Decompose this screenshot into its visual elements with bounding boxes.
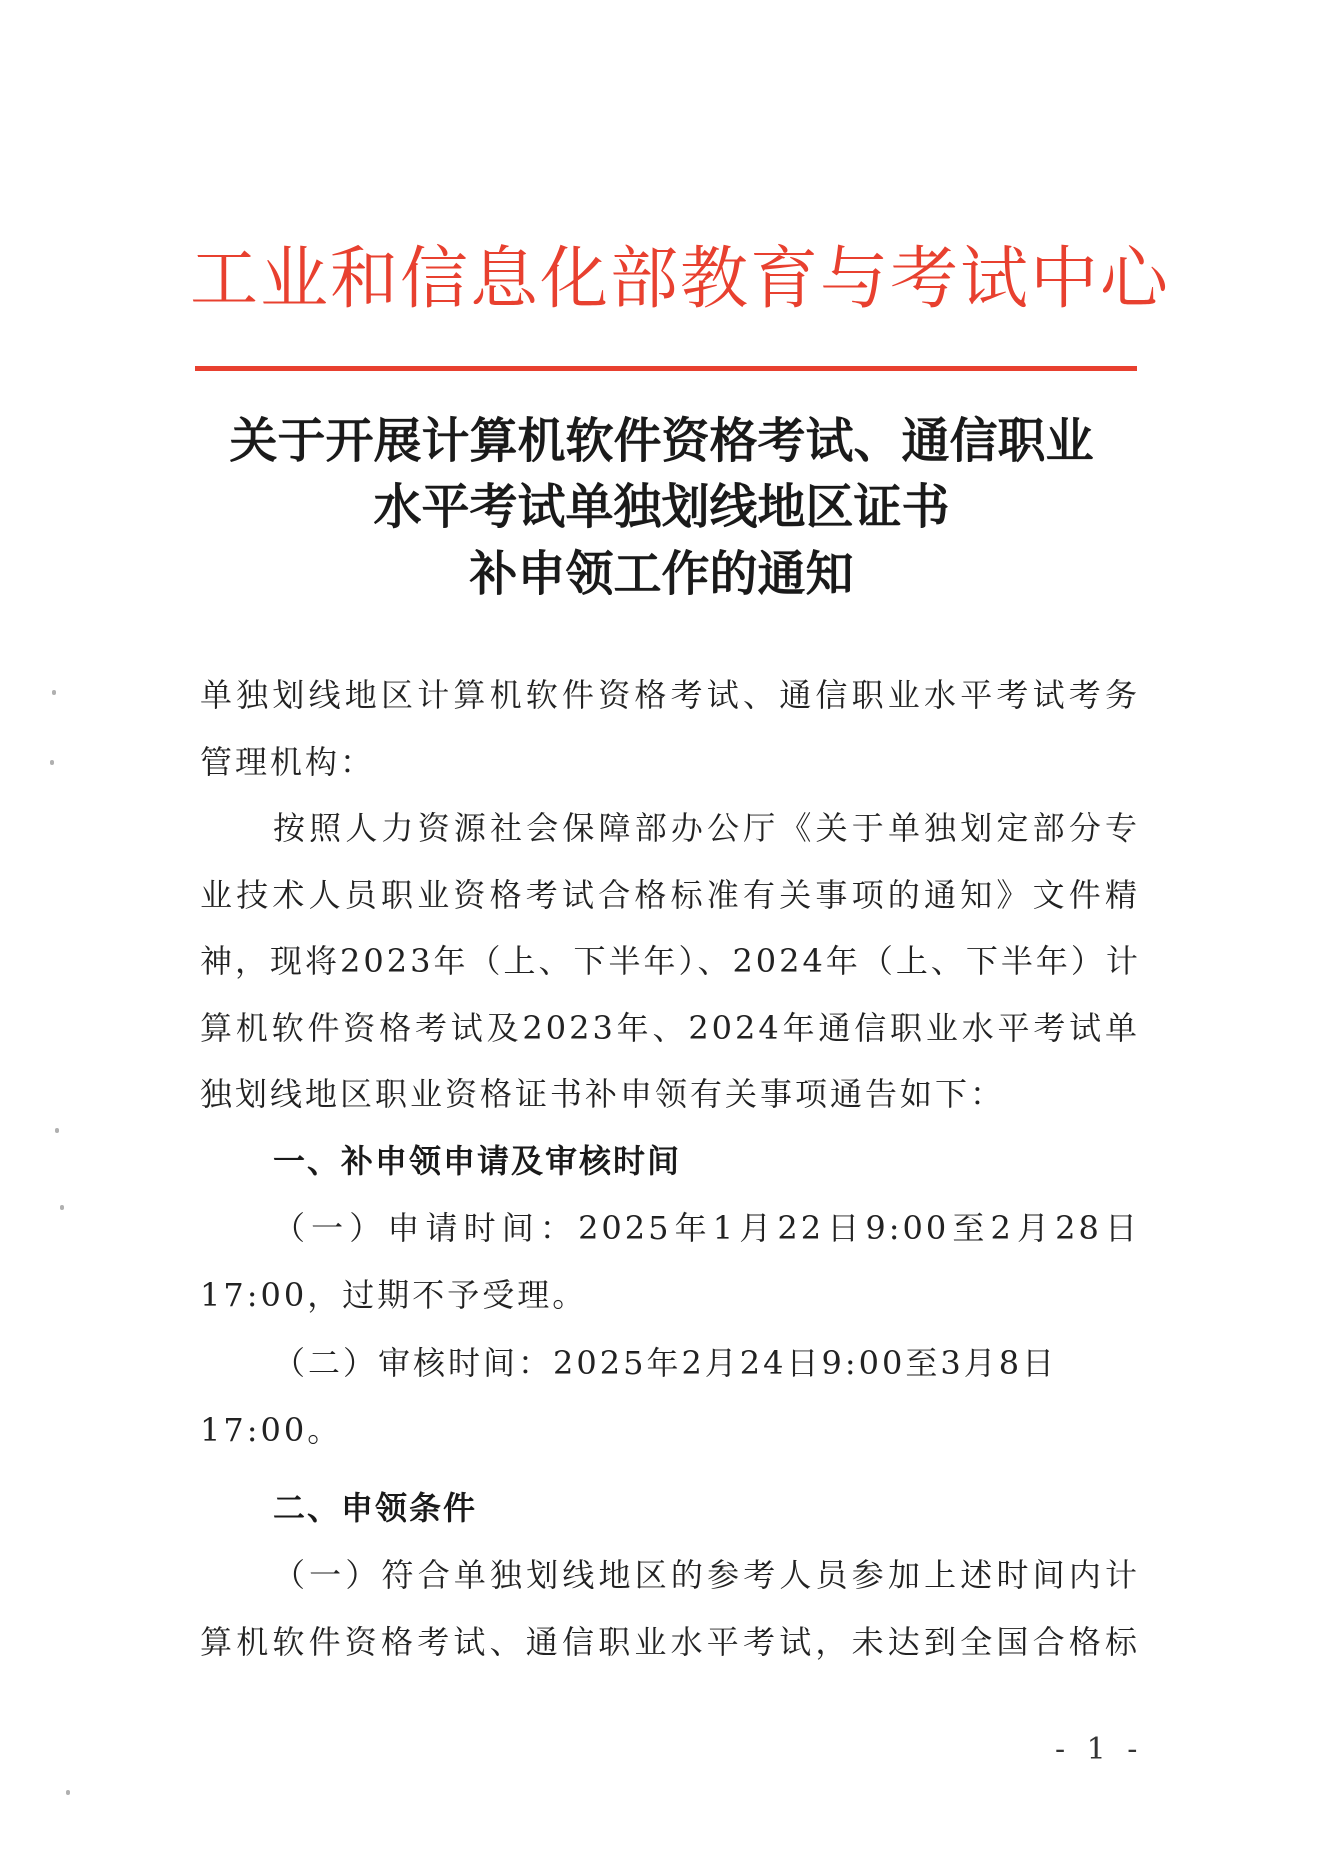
- scan-speck: [50, 760, 54, 765]
- notice-title-line-3: 补申领工作的通知: [469, 546, 854, 602]
- section-2-item-1-line-1: （一）符合单独划线地区的参考人员参加上述时间内计: [273, 1556, 1140, 1594]
- section-2-heading: 二、申领条件: [273, 1489, 478, 1527]
- scan-speck: [55, 1128, 59, 1133]
- section-1-item-1-line-2: 17:00，过期不予受理。: [200, 1276, 588, 1314]
- paragraph-line: 独划线地区职业资格证书补申领有关事项通告如下：: [200, 1075, 1006, 1113]
- notice-title-line-2: 水平考试单独划线地区证书: [373, 479, 950, 535]
- paragraph-line: 神，现将2023年（上、下半年）、2024年（上、下半年）计: [200, 942, 1141, 980]
- salutation-line-1: 单独划线地区计算机软件资格考试、通信职业水平考试考务: [200, 676, 1140, 714]
- section-1-item-2-line-1: （二）审核时间：2025年2月24日9:00至3月8日: [273, 1344, 1058, 1382]
- section-1-heading: 一、补申领申请及审核时间: [273, 1142, 682, 1180]
- section-1-item-1-line-1: （一）申请时间：2025年1月22日9:00至2月28日: [273, 1209, 1140, 1247]
- header-red-rule: [195, 366, 1137, 371]
- notice-title-line-1: 关于开展计算机软件资格考试、通信职业: [229, 413, 1094, 469]
- section-2-item-1-line-2: 算机软件资格考试、通信职业水平考试，未达到全国合格标: [200, 1623, 1140, 1661]
- page-number: - 1 -: [1055, 1732, 1144, 1767]
- paragraph-line: 算机软件资格考试及2023年、2024年通信职业水平考试单: [200, 1009, 1140, 1047]
- scan-speck: [60, 1205, 64, 1210]
- scan-speck: [52, 690, 56, 695]
- organization-header: 工业和信息化部教育与考试中心: [190, 240, 1171, 319]
- paragraph-line: 业技术人员职业资格考试合格标准有关事项的通知》文件精: [200, 876, 1140, 914]
- paragraph-line: 按照人力资源社会保障部办公厅《关于单独划定部分专: [273, 809, 1140, 847]
- scan-speck: [66, 1790, 70, 1795]
- section-1-item-2-line-2: 17:00。: [200, 1411, 343, 1449]
- salutation-line-2: 管理机构：: [200, 743, 376, 781]
